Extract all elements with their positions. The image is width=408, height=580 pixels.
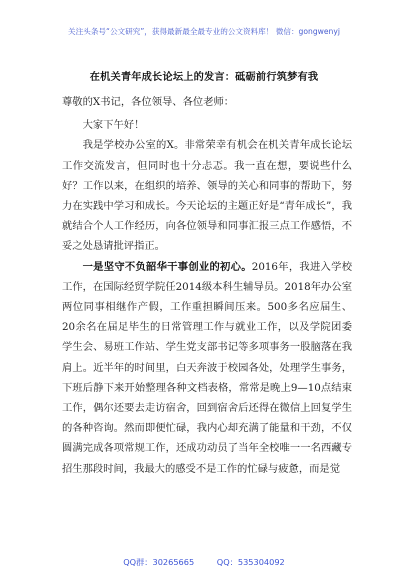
footer-qq-group: QQ群：30265665: [123, 557, 195, 567]
document-body: [62, 92, 352, 479]
paragraph-point-one: [62, 257, 352, 479]
greeting: 大家下午好！: [82, 119, 145, 132]
header-banner: 关注头条号“公文研究”，获得最新最全最专业的公文资料库！ 微信：gongwenyj: [68, 27, 340, 36]
paragraph-intro: 我是学校办公室的X。非常荣幸有机会在机关青年成长论坛工作交流发言，但同时也十分忐忑。我一直在想，要说些什么好？工作以来，在组织的培养、领导的关心和同事的帮助下，努力在实践中学习和成长。今天论坛的主题正好是“青年成长”，我就结合个人工作经历，向各位领导和同事汇报三点工作感悟，不妥之处恳请批评指正。: [62, 139, 352, 253]
footer-qq: QQ：535304092: [216, 557, 285, 567]
salutation: 尊敬的X书记，各位领导、各位老师：: [62, 96, 235, 108]
footer-contact: [0, 557, 408, 568]
point-one-text: 2016年，我进入学校工作，在国际经贸学院任2014级本科生辅导员。2018年办公室两位同事相继作产假，工作重担瞬间压来。500多名应届生、20余名在届足毕生的日常管理工作与就业工作，以及学院团委学生会、易班工作站、学生党支部书记等多项事务一股脑落在我肩上。近半年的时间里，白天奔波于校园各处，处理学生事务，下班后静下来开始整理各种文档表格，常常是晚上9—10点结束工作，偶尔还要去走访宿舍，回到宿舍后还得在微信上回复学生的各种咨询。然而即便忙碌，我内心却充满了能量和干劲，不仅圆满完成各项常规工作，还成功动员了当年全校唯一一名西藏专招生那段时间，我最大的感受不是工作的忙碌与疲惫，而是觉: [62, 260, 352, 475]
document-title: 在机关青年成长论坛上的发言：砥砺前行筑梦有我: [89, 71, 319, 83]
point-one-heading: 一是坚守不负韶华干事创业的初心。: [82, 260, 252, 273]
